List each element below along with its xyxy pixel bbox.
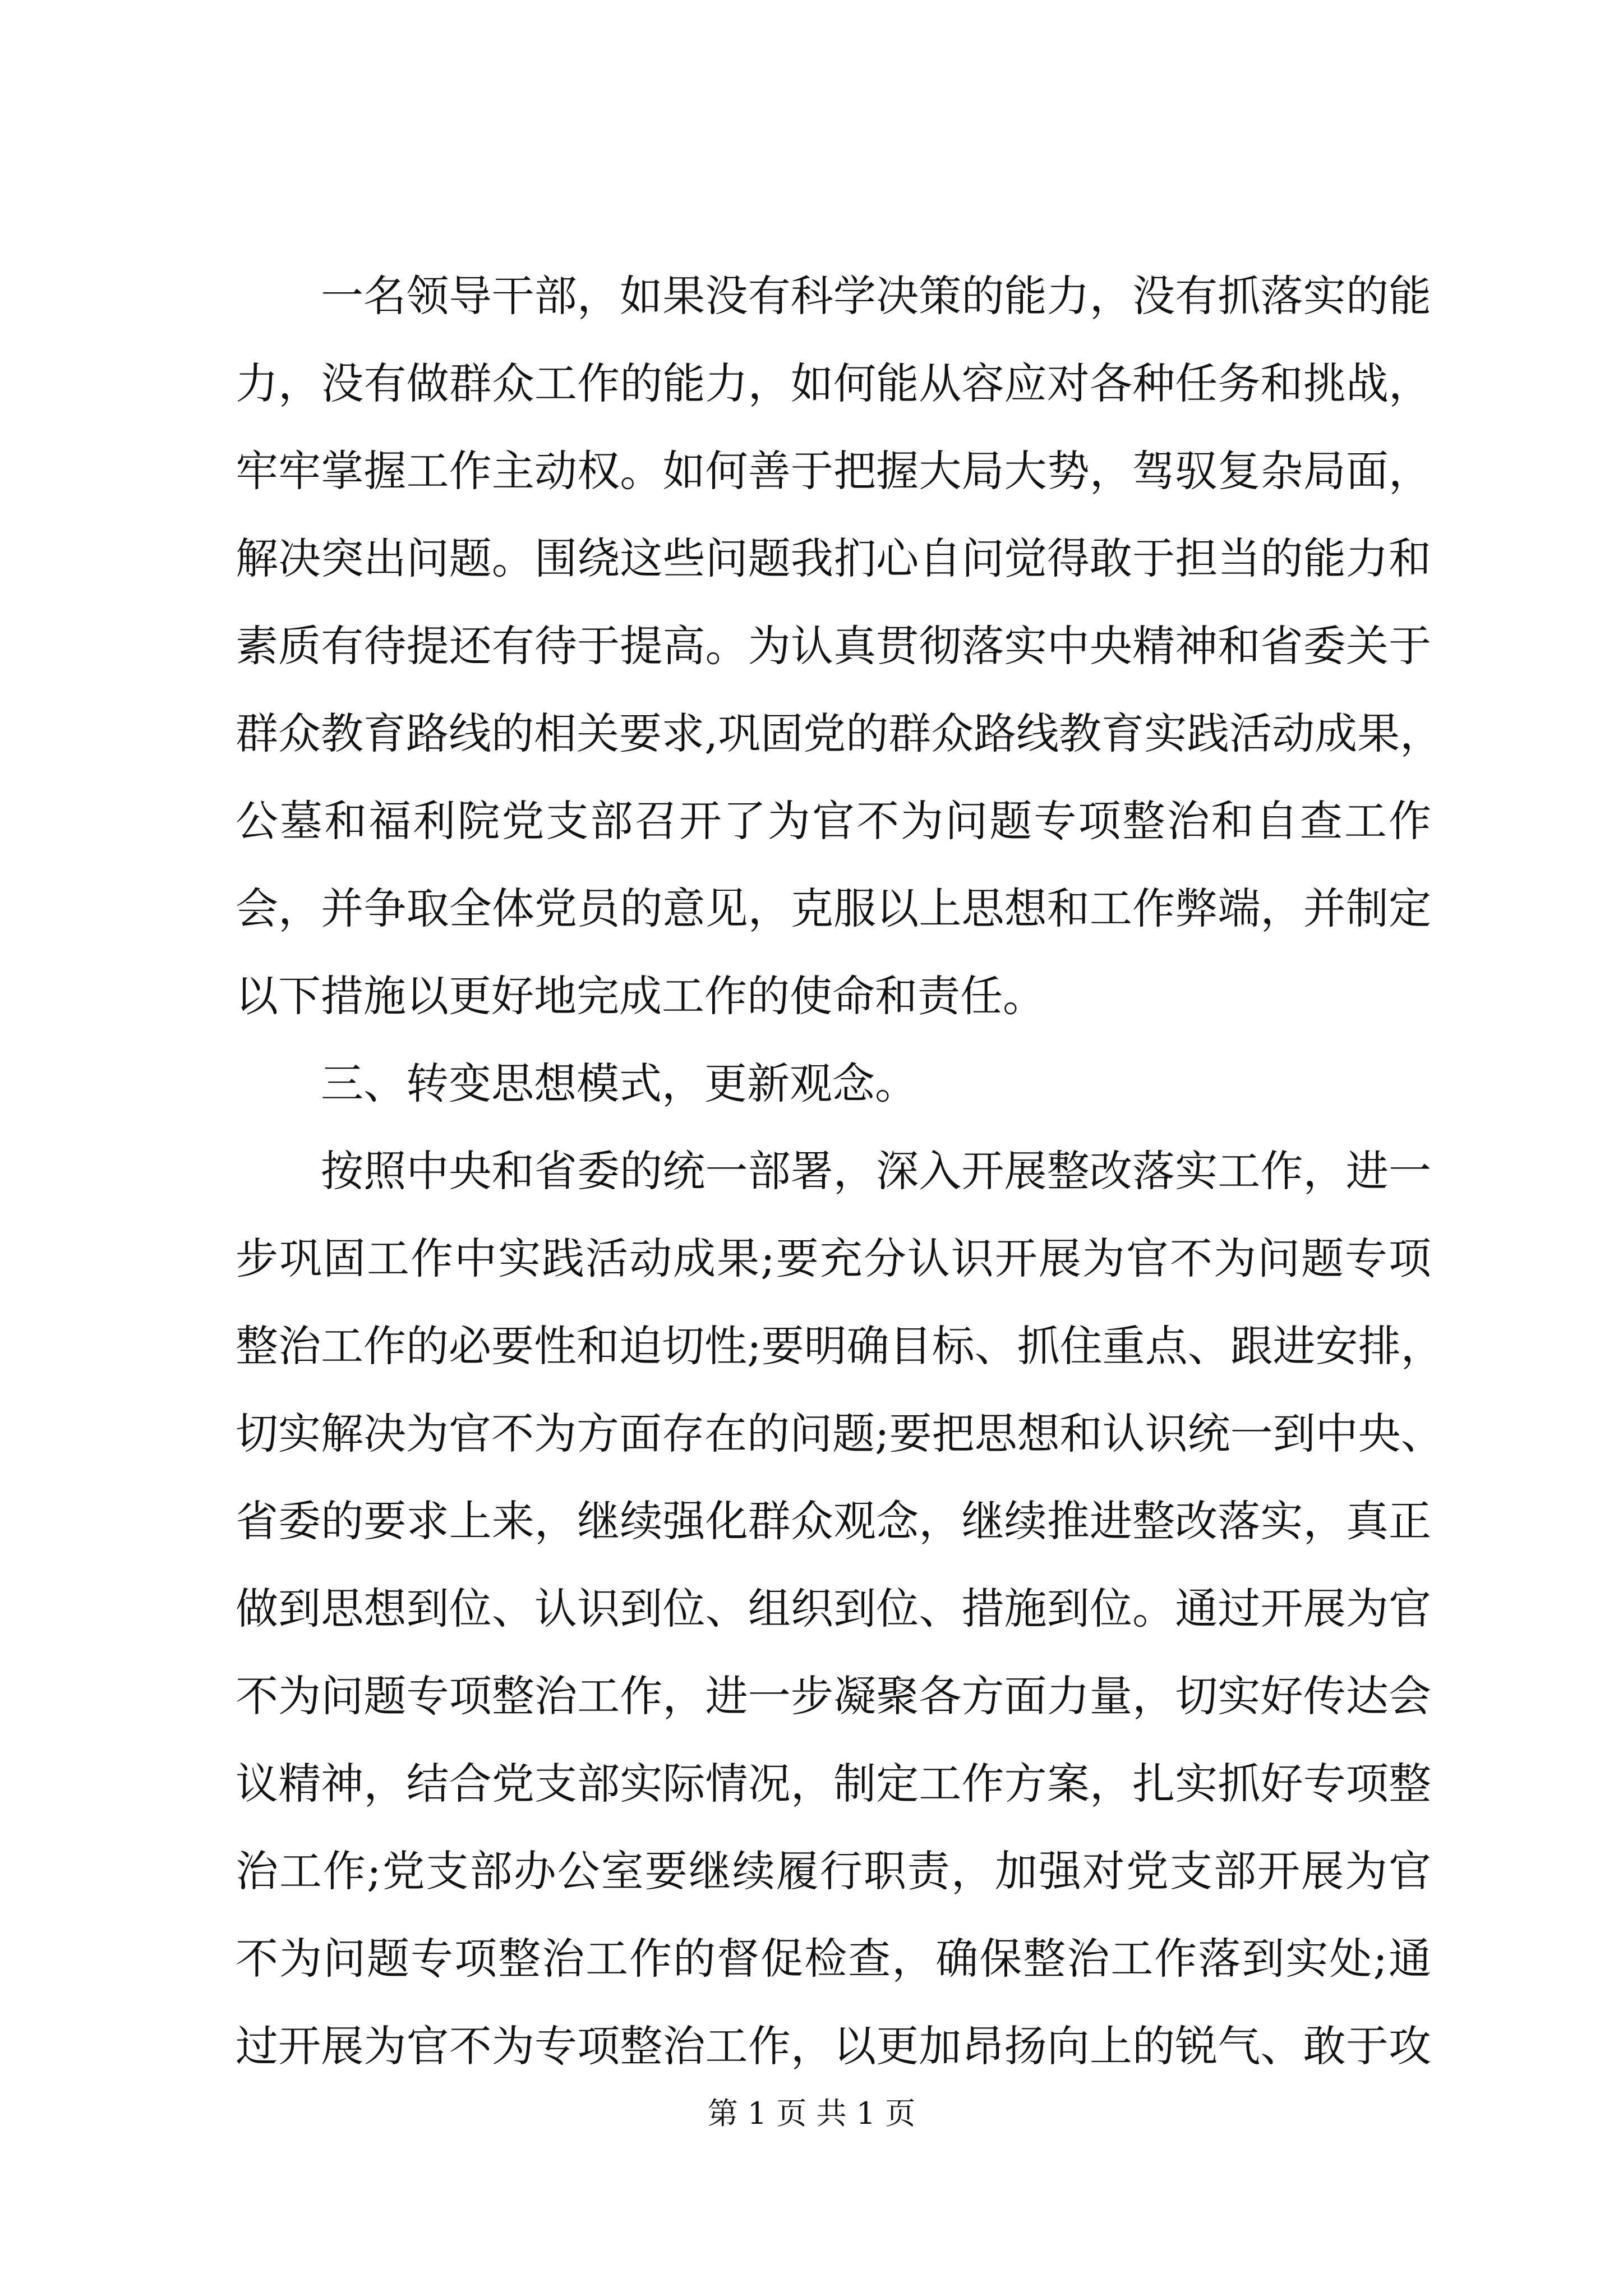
document-body [236,252,1444,2090]
section-heading-text: 三、转变思想模式，更新观念。 [321,1059,917,1108]
page-number: 第 1 页 共 1 页 [707,2096,916,2131]
text-line: 按照中央和省委的统一部署，深入开展整改落实工作，进一 [321,1146,1431,1196]
paragraph-leadership [236,252,1443,1040]
section-heading-3 [236,1040,1431,1128]
text-line: 不为问题专项整治工作，进一步凝聚各方面力量，切实好传达会 [236,1671,1431,1721]
page-footer [0,2091,1623,2136]
text-line: 解决突出问题。围绕这些问题我扪心自问觉得敢于担当的能力和 [236,533,1431,583]
text-line: 议精神，结合党支部实际情况，制定工作方案，扎实抓好专项整 [236,1759,1431,1809]
paragraph-deployment [236,1128,1444,2090]
text-line: 力，没有做群众工作的能力，如何能从容应对各种任务和挑战， [236,358,1431,408]
text-line: 不为问题专项整治工作的督促检查，确保整治工作落到实处;通 [236,1934,1431,1984]
text-line: 以下措施以更好地完成工作的使命和责任。 [236,971,1045,1021]
text-line: 群众教育路线的相关要求,巩固党的群众路线教育实践活动成果， [236,708,1443,758]
text-line: 做到思想到位、认识到位、组织到位、措施到位。通过开展为官 [236,1584,1431,1634]
text-line: 素质有待提还有待于提高。为认真贯彻落实中央精神和省委关于 [236,621,1431,671]
text-line: 治工作;党支部办公室要继续履行职责，加强对党支部开展为官 [236,1846,1431,1896]
text-line: 会，并争取全体党员的意见，克服以上思想和工作弊端，并制定 [236,884,1431,933]
text-line: 公墓和福利院党支部召开了为官不为问题专项整治和自查工作 [236,796,1431,846]
text-line: 一名领导干部，如果没有科学决策的能力，没有抓落实的能 [321,271,1431,321]
text-line: 步巩固工作中实践活动成果;要充分认识开展为官不为问题专项 [236,1234,1431,1283]
text-line: 牢牢掌握工作主动权。如何善于把握大局大势，驾驭复杂局面， [236,446,1431,496]
text-line: 整治工作的必要性和迫切性;要明确目标、抓住重点、跟进安排， [236,1321,1444,1371]
text-line: 切实解决为官不为方面存在的问题;要把思想和认识统一到中央、 [236,1409,1444,1458]
text-line: 过开展为官不为专项整治工作，以更加昂扬向上的锐气、敢于攻 [236,2021,1431,2071]
text-line: 省委的要求上来，继续强化群众观念，继续推进整改落实，真正 [236,1496,1431,1546]
